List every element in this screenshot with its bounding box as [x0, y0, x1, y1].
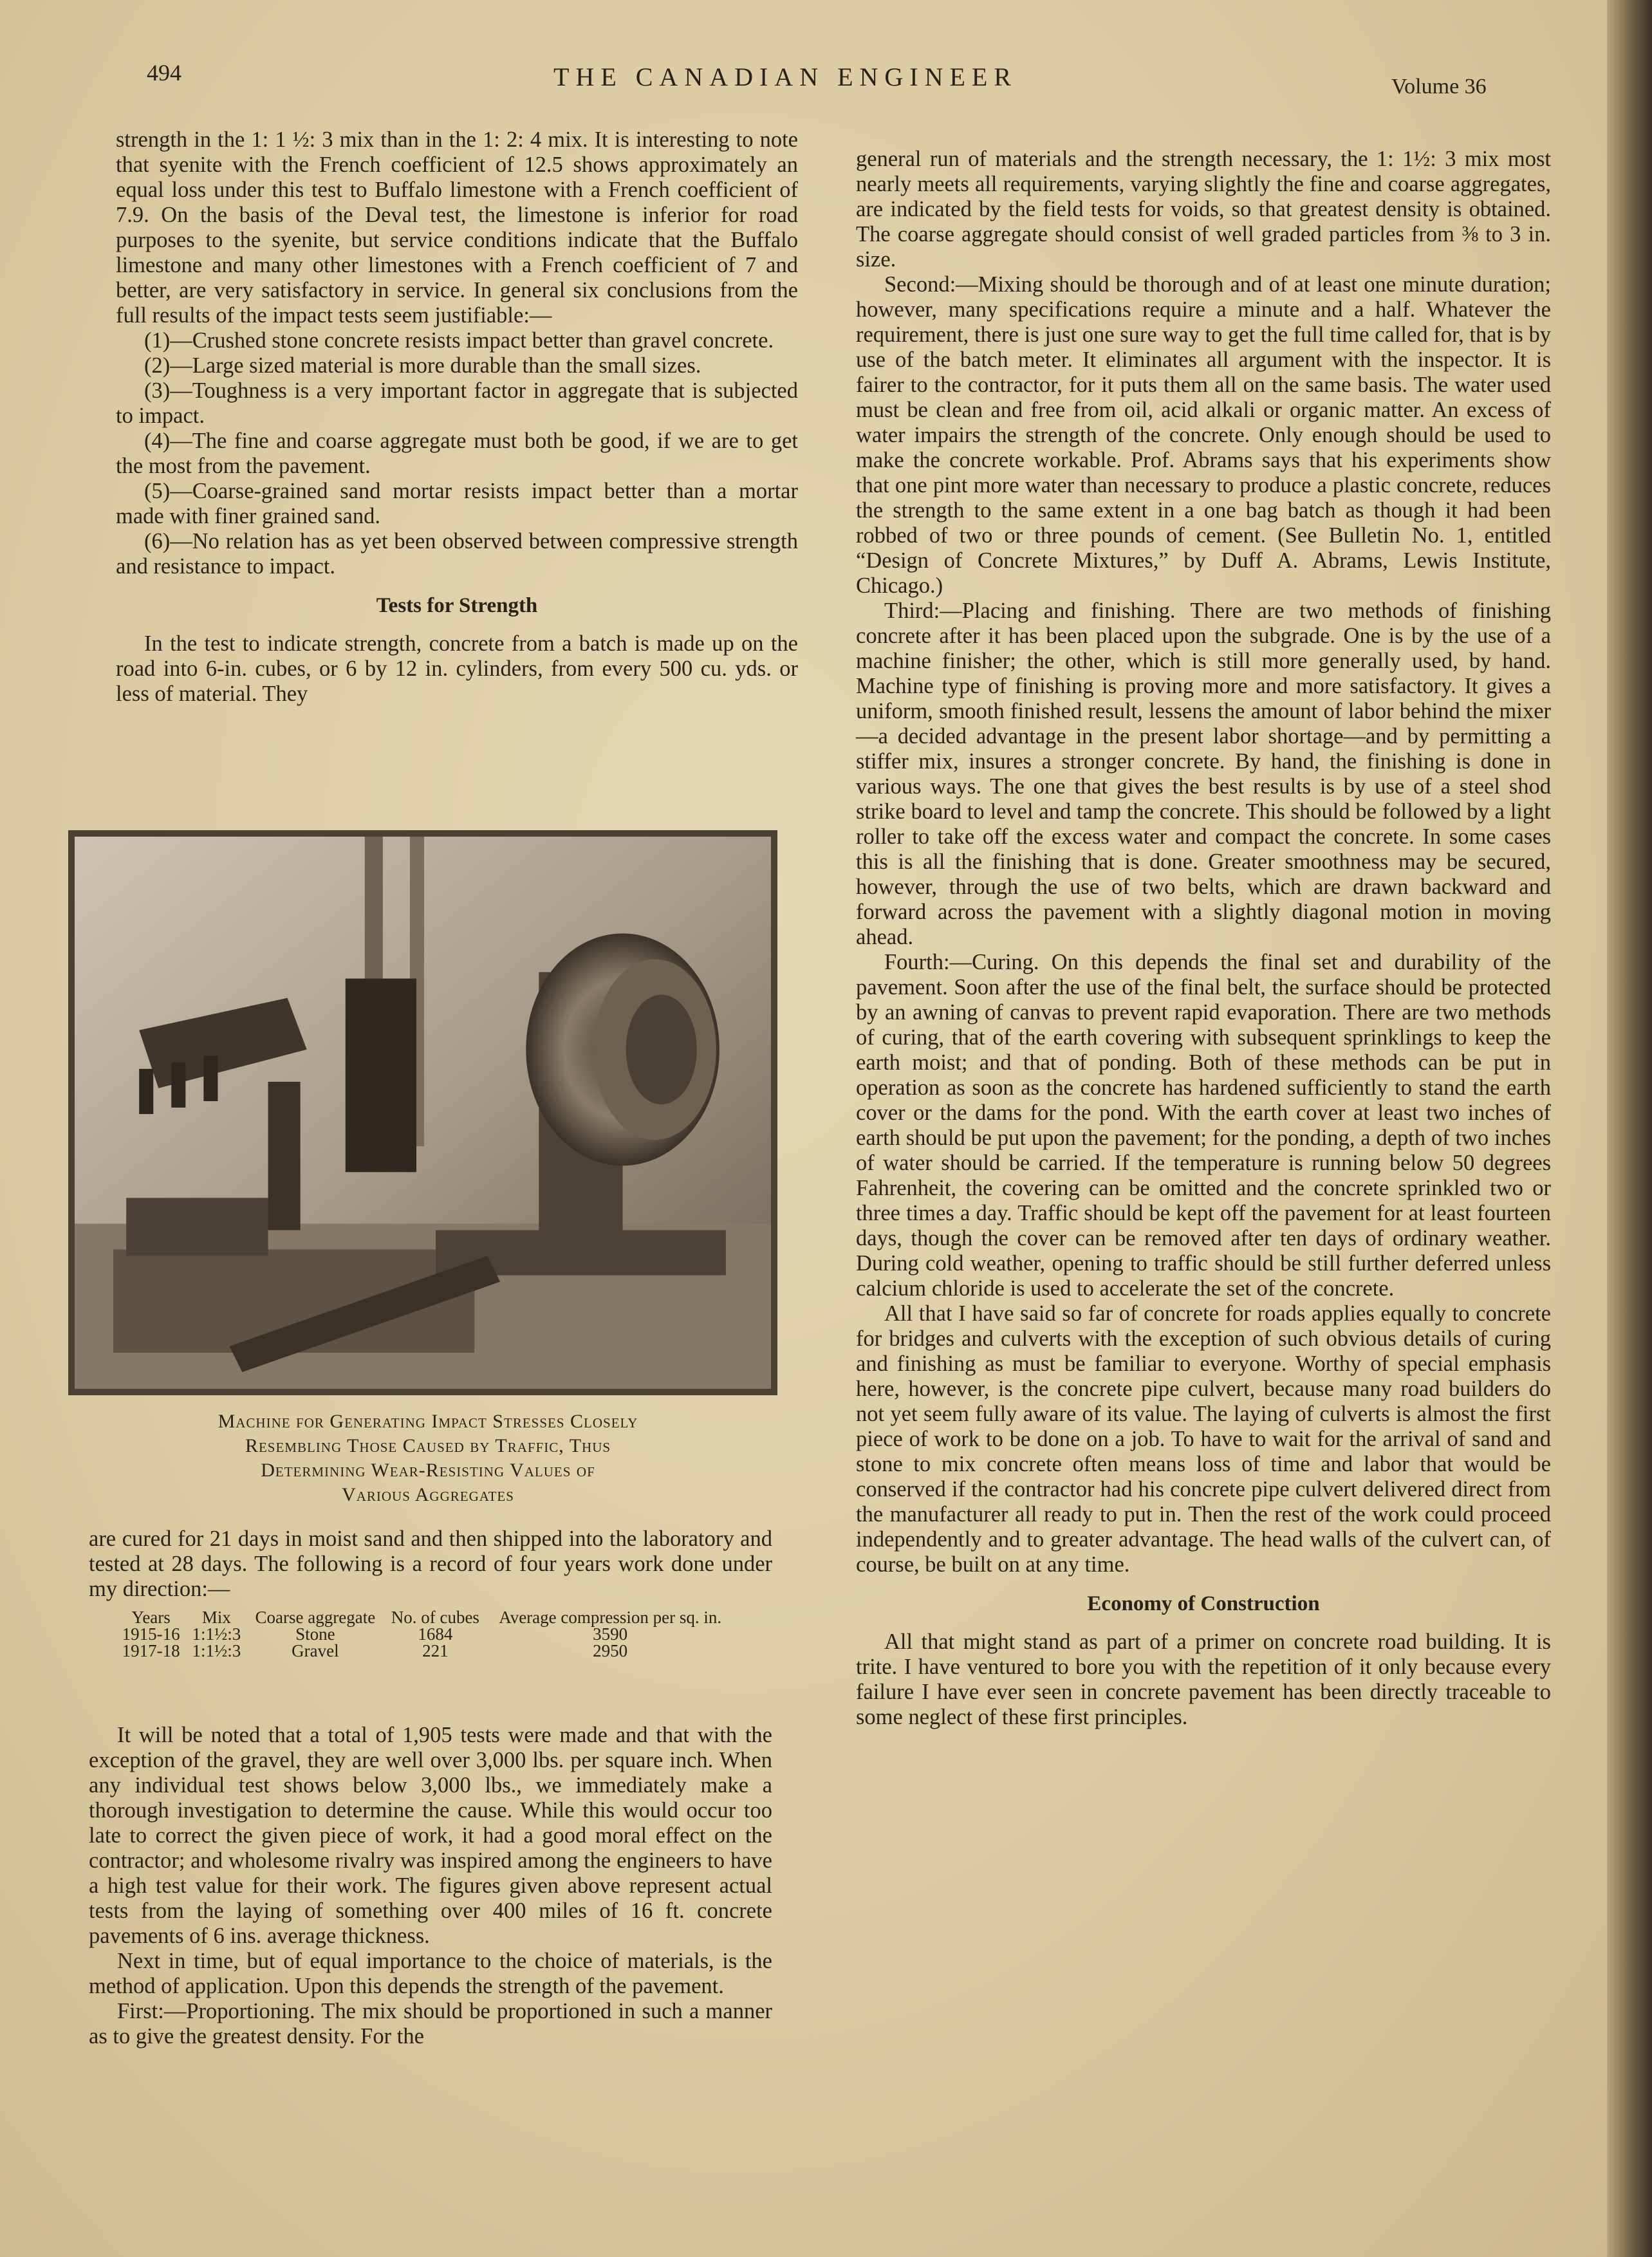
- paragraph: Third:—Placing and finishing. There are two methods of finishing concrete after it has been placed upon the subgrade. One is by the use of a machine finisher; the other, which is still more generally used, by hand. Machine type of finishing is proving more and more satisfactory. It gives a uniform, smooth finished result, lessens the amount of labor behind the mixer—a decided advantage in the present labor shortage—and by permitting a stiffer mix, insures a stronger concrete. By hand, the finishing is done in various ways. The one that gives the best results is by use of a steel shod strike board to level and tamp the concrete. This should be followed by a light roller to take off the excess water and compact the concrete. In some cases this is all the finishing that is done. Greater smoothness may be secured, however, through the use of two belts, which are drawn backward and forward across the pavement with a slightly diagonal motion in moving ahead.: [856, 599, 1551, 949]
- paragraph: are cured for 21 days in moist sand and then shipped into the laboratory and tested at 28 days. The following is a record of four years work done under my direction:—: [89, 1527, 772, 1601]
- conclusion-item: (2)—Large sized material is more durable than the small sizes.: [144, 353, 701, 378]
- caption-line: Machine for Generating Impact Stresses Closely: [218, 1411, 638, 1432]
- table-cell: 221: [422, 1641, 449, 1660]
- running-header: [0, 59, 1590, 104]
- table-row: [116, 1626, 734, 1642]
- journal-title: THE CANADIAN ENGINEER: [553, 62, 1018, 91]
- conclusion-item: (4)—The fine and coarse aggregate must both be good, if we are to get the most from the pavement.: [116, 429, 798, 478]
- caption-line: Resembling Those Caused by Traffic, Thus: [245, 1435, 611, 1456]
- paragraph: Second:—Mixing should be thorough and of at least one minute duration; however, many specifications require a minute and a half. Whatever the requirement, there is just one sure way to get the full time called for, that is by use of the batch meter. It eliminates all argument with the inspector. It is fairer to the contractor, for it puts them all on the same basis. The water used must be clean and free from oil, acid alkali or organic matter. An excess of water impairs the strength of the concrete. Only enough should be used to make the concrete workable. Prof. Abrams says that his experiments show that one pint more water than necessary to produce a plastic concrete, reduces the strength to the same extent in a one bag batch as though it had been robbed of two or three pounds of cement. (See Bulletin No. 1, entitled “Design of Concrete Mixtures,” by Duff A. Abrams, Lewis Institute, Chicago.): [856, 272, 1551, 598]
- caption-line: Determining Wear-Resisting Values of: [261, 1460, 595, 1481]
- table-cell: 3590: [593, 1624, 628, 1644]
- column-header: Years: [131, 1608, 171, 1627]
- page-number: 494: [147, 60, 181, 86]
- impact-machine-illustration: [75, 837, 771, 1389]
- table-cell: Gravel: [292, 1641, 339, 1660]
- table-cell: 1684: [418, 1624, 453, 1644]
- table-header-row: [116, 1609, 734, 1626]
- column-header: No. of cubes: [391, 1608, 479, 1627]
- paragraph: In the test to indicate strength, concrete from a batch is made up on the road into 6-in. cubes, or 6 by 12 in. cylinders, from every 500 cu. yds. or less of material. They: [116, 631, 798, 706]
- table-cell: 2950: [593, 1641, 628, 1660]
- table-cell: 1:1½:3: [192, 1641, 241, 1660]
- conclusion-item: (1)—Crushed stone concrete resists impact better than gravel concrete.: [144, 328, 774, 353]
- book-spine-shadow: [1607, 0, 1652, 2257]
- table-cell: 1917-18: [122, 1641, 180, 1660]
- section-heading: Economy of Construction: [1087, 1592, 1320, 1615]
- column-header: Average compression per sq. in.: [499, 1608, 722, 1627]
- machine-photo: [68, 830, 777, 1395]
- paragraph: It will be noted that a total of 1,905 tests were made and that with the exception of the gravel, they are well over 3,000 lbs. per square inch. When any individual test shows below 3,000 lbs., we immediately make a thorough investigation to determine the cause. While this would occur too late to correct the given piece of work, it had a good moral effect on the contractor; and wholesome rivalry was inspired among the engineers to have a high test value for their work. The figures given above represent actual tests from the laying of something over 400 miles of 16 ft. concrete pavements of 6 ins. average thickness.: [89, 1723, 772, 1948]
- paragraph: All that I have said so far of concrete for roads applies equally to concrete for bridges and culverts with the exception of such obvious details of curing and finishing as must be familiar to everyone. Worthy of special emphasis here, however, is the concrete pipe culvert, because many road builders do not yet seem fully aware of its value. The laying of culverts is almost the first piece of work to be done on a job. To have to wait for the arrival of sand and stone to mix concrete often means loss of time and labor that would be conserved if the contractor had his concrete pipe culvert delivered direct from the manufacturer all ready to put in. Then the rest of the work could proceed independently and to greater advantage. The head walls of the culvert can, of course, be built on at any time.: [856, 1301, 1551, 1577]
- section-heading: Tests for Strength: [376, 594, 538, 617]
- right-column: [856, 147, 1551, 1730]
- paragraph: All that might stand as part of a primer on concrete road building. It is trite. I have ventured to bore you with the repetition of it only because every failure I have ever seen in concrete pavement has been directly traceable to some neglect of these first principles.: [856, 1630, 1551, 1729]
- table-cell: 1915-16: [122, 1624, 180, 1644]
- paragraph: First:—Proportioning. The mix should be proportioned in such a manner as to give the greatest density. For the: [89, 1999, 772, 2048]
- conclusion-item: (3)—Toughness is a very important factor in aggregate that is subjected to impact.: [116, 378, 798, 428]
- test-results-table: [116, 1609, 734, 1659]
- volume-label: Volume 36: [1391, 75, 1487, 98]
- paragraph: Next in time, but of equal importance to the choice of materials, is the method of application. Upon this depends the strength of the pavement.: [89, 1949, 772, 1998]
- conclusion-item: (6)—No relation has as yet been observed between compressive strength and resistance to impact.: [116, 529, 798, 579]
- column-header: Mix: [201, 1608, 231, 1627]
- caption-line: Various Aggregates: [342, 1484, 514, 1505]
- left-column-bottom: [89, 1527, 772, 2049]
- figure-caption: [97, 1409, 759, 1507]
- paragraph: Fourth:—Curing. On this depends the final set and durability of the pavement. Soon after the use of the final belt, the surface should be protected by an awning of canvas to prevent rapid evaporation. There are two methods of curing, that of the earth covering with subsequent sprinklings to keep the earth moist; and that of ponding. Both of these methods can be put in operation as soon as the concrete has hardened sufficiently to stand the earth cover or the dams for the pond. With the earth cover at least two inches of earth should be put upon the pavement; for the ponding, a depth of two inches of water should be carried. If the temperature is running below 50 degrees Fahrenheit, the covering can be omitted and the concrete sprinkled two or three times a day. Traffic should be kept off the pavement for at least fourteen days, though the cover can be removed after ten days of ordinary weather. During cold weather, opening to traffic should be still further deferred unless calcium chloride is used to accelerate the set of the concrete.: [856, 950, 1551, 1301]
- table-cell: 1:1½:3: [192, 1624, 241, 1644]
- table-row: [116, 1642, 734, 1659]
- paragraph: general run of materials and the strength necessary, the 1: 1½: 3 mix most nearly meets all requirements, varying slightly the fine and coarse aggregates, are indicated by the field tests for voids, so that greatest density is obtained. The coarse aggregate should consist of well graded particles from ⅜ to 3 in. size.: [856, 147, 1551, 272]
- left-column-top: [116, 127, 798, 707]
- column-header: Coarse aggregate: [255, 1608, 376, 1627]
- paragraph: strength in the 1: 1 ½: 3 mix than in the 1: 2: 4 mix. It is interesting to note that syenite with the French coefficient of 12.5 shows approximately an equal loss under this test to Buffalo limestone with a French coefficient of 7.9. On the basis of the Deval test, the limestone is inferior for road purposes to the syenite, but service conditions indicate that the Buffalo limestone and many other limestones with a French coefficient of 7 and better, are very satisfactory in service. In general six conclusions from the full results of the impact tests seem justifiable:—: [116, 127, 798, 328]
- table-cell: Stone: [295, 1624, 335, 1644]
- conclusion-item: (5)—Coarse-grained sand mortar resists impact better than a mortar made with finer grained sand.: [116, 479, 798, 528]
